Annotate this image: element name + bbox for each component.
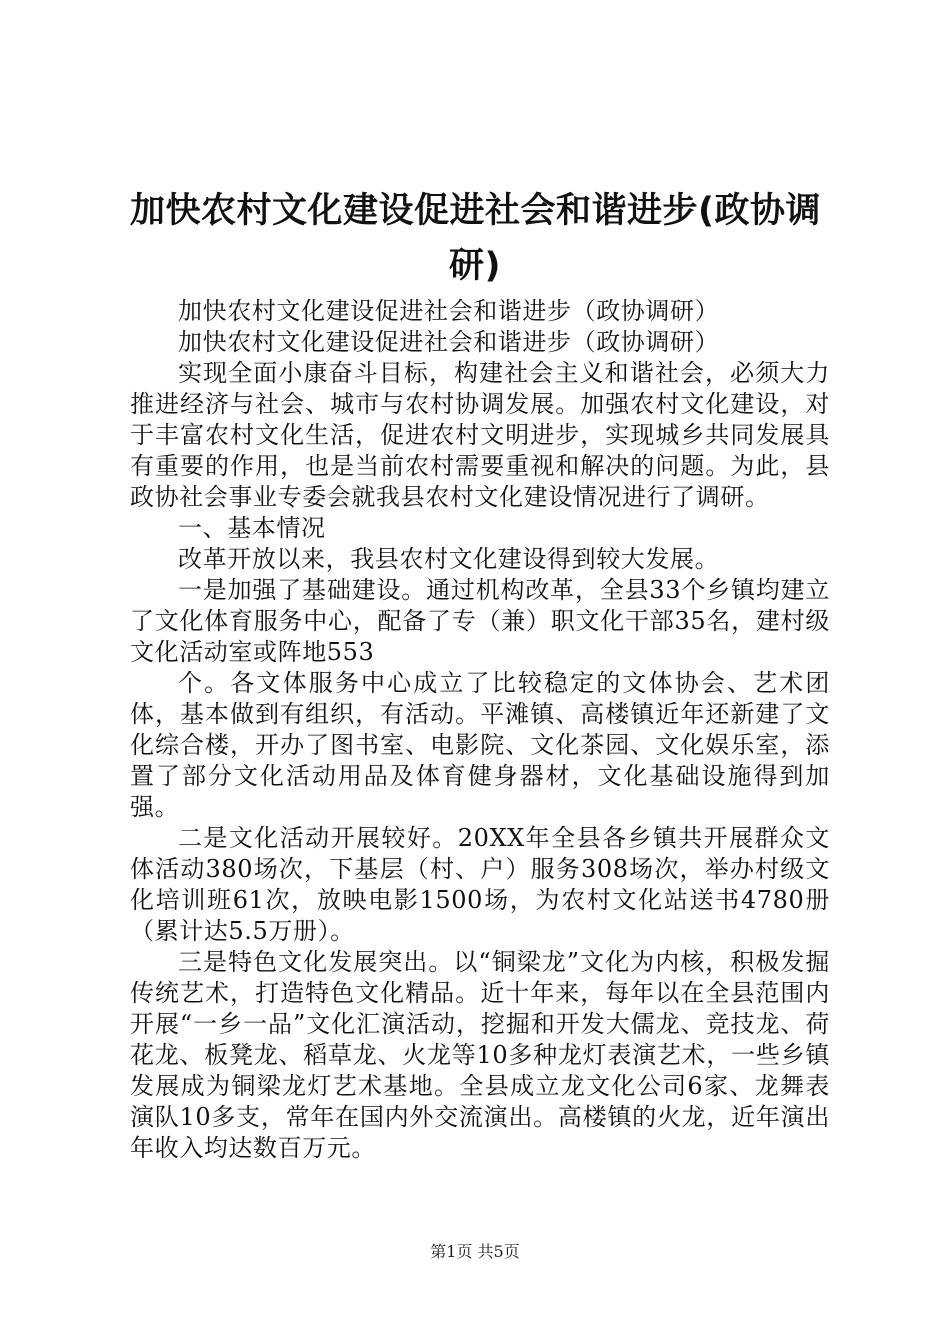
paragraph-featured-culture: 三是特色文化发展突出。以“铜梁龙”文化为内核，积极发掘传统艺术，打造特色文化精品。近十年来，每年以在全县范围内开展“一乡一品”文化汇演活动，挖掘和开发大儒龙、竞技龙、荷花龙、板凳龙、稻草龙、火龙等10多种龙灯表演艺术，一些乡镇发展成为铜梁龙灯艺术基地。全县成立龙文化公司6家、龙舞表演队10多支，常年在国内外交流演出。高楼镇的火龙，近年演出年收入均达数百万元。 [130,948,830,1162]
section-heading-basic: 一、基本情况 [178,514,326,542]
paragraph-subtitle-1: 加快农村文化建设促进社会和谐进步（政协调研） [178,297,720,325]
paragraph-overview: 改革开放以来，我县农村文化建设得到较大发展。 [178,545,720,573]
title-line-2: 研) [449,246,501,286]
page-footer: 第1页 共5页 [430,1242,520,1261]
paragraph-infrastructure: 一是加强了基础建设。通过机构改革，全县33个乡镇均建立了文化体育服务中心，配备了专（兼）职文化干部35名，建村级文化活动室或阵地553 [130,576,830,666]
paragraph-intro: 实现全面小康奋斗目标，构建社会主义和谐社会，必须大力推进经济与社会、城市与农村协调发展。加强农村文化建设，对于丰富农村文化生活，促进农村文明进步，实现城乡共同发展具有重要的作用，也是当前农村需要重视和解决的问题。为此，县政协社会事业专委会就我县农村文化建设情况进行了调研。 [130,359,830,511]
paragraph-subtitle-2: 加快农村文化建设促进社会和谐进步（政协调研） [178,328,720,356]
document-body [130,296,830,1164]
paragraph-activities: 二是文化活动开展较好。20XX年全县各乡镇共开展群众文体活动380场次，下基层（村、户）服务308场次，举办村级文化培训班61次，放映电影1500场，为农村文化站送书4780册（累计达5.5万册）。 [130,824,830,945]
document-title [130,184,820,294]
title-line-1: 加快农村文化建设促进社会和谐进步(政协调 [130,191,821,231]
paragraph-infrastructure-cont: 个。各文体服务中心成立了比较稳定的文体协会、艺术团体，基本做到有组织，有活动。平滩镇、高楼镇近年还新建了文化综合楼，开办了图书室、电影院、文化茶园、文化娱乐室，添置了部分文化活动用品及体育健身器材，文化基础设施得到加强。 [130,669,830,821]
